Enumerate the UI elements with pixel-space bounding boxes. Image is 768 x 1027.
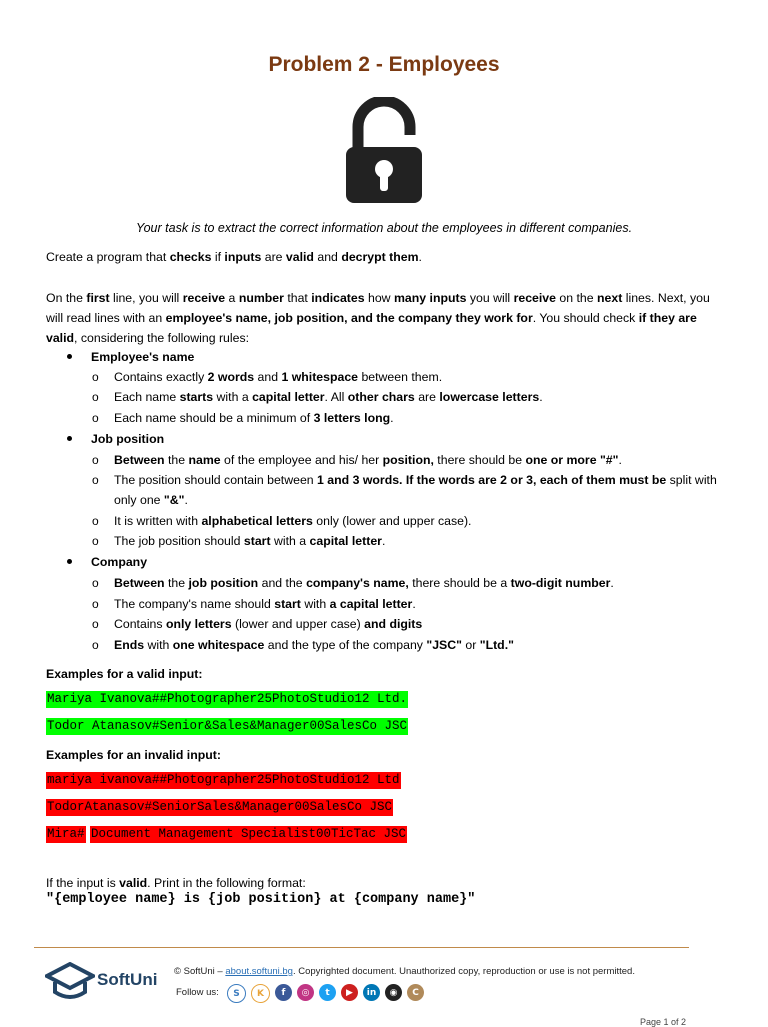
invalid-examples-heading: Examples for an invalid input: [46,748,221,762]
task-description: Your task is to extract the correct information about the employees in different companies. [135,221,633,235]
page-title: Problem 2 - Employees [268,53,500,76]
about-softuni-link[interactable]: about.softuni.bg [225,966,293,977]
invalid-example-3-prefix: Mira# [47,827,85,841]
invalid-example-2: TodorAtanasov#SeniorSales&Manager00SalesCo JSC [47,800,393,814]
rule-heading-name: Employee's name [91,350,195,364]
sub-bullet-marker: o [92,638,99,652]
output-description: If the input is valid. Print in the following format: [46,876,306,890]
softuni-creative-icon[interactable]: C [407,984,424,1001]
sub-bullet-marker: o [92,411,99,425]
valid-example-2: Todor Atanasov#Senior&Sales&Manager00SalesCo JSC [47,719,408,733]
twitter-icon[interactable]: t [319,984,336,1001]
page-number: Page 1 of 2 [640,1017,687,1027]
rule-heading-job: Job position [91,432,165,446]
rule-item: Each name starts with a capital letter. All other chars are lowercase letters. [114,390,543,404]
rule-item: Contains exactly 2 words and 1 whitespace between them. [114,370,443,384]
sub-bullet-marker: o [92,453,99,467]
instagram-icon[interactable]: ◎ [297,984,314,1001]
linkedin-icon[interactable]: in [363,984,380,1001]
rule-item: Each name should be a minimum of 3 letters long. [114,411,394,425]
bullet-dot [67,436,72,441]
github-icon[interactable]: ◉ [385,984,402,1001]
rule-heading-company: Company [91,555,148,569]
rule-item: Ends with one whitespace and the type of the company "JSC" or "Ltd." [114,638,514,652]
sub-bullet-marker: o [92,370,99,384]
unlocked-padlock-icon [344,97,424,205]
follow-us-label: Follow us: [176,987,219,998]
brand-name: SoftUni [97,970,158,989]
sub-bullet-marker: o [92,473,99,487]
softuni-logo-icon [45,962,95,1002]
copyright-notice: © SoftUni – about.softuni.bg. Copyrighted document. Unauthorized copy, reproduction or use is not permitted. [174,966,635,977]
rule-item: The position should contain between 1 and 3 words. If the words are 2 or 3, each of them must be split with only one "&". [114,473,717,507]
youtube-icon[interactable]: ▶ [341,984,358,1001]
social-links [227,984,424,1003]
sub-bullet-marker: o [92,390,99,404]
intro-paragraph: Create a program that checks if inputs are valid and decrypt them. [46,250,422,264]
sub-bullet-marker: o [92,576,99,590]
rule-item: The company's name should start with a capital letter. [114,597,416,611]
valid-example-1: Mariya Ivanova##Photographer25PhotoStudio12 Ltd. [47,692,408,706]
facebook-icon[interactable]: f [275,984,292,1001]
rule-item: Contains only letters (lower and upper case) and digits [114,617,423,631]
bullet-dot [67,354,72,359]
output-format: "{employee name} is {job position} at {company name}" [46,892,476,907]
invalid-example-3-rest: Document Management Specialist00TicTac JSC [91,827,407,841]
rule-item: Between the job position and the company's name, there should be a two-digit number. [114,576,614,590]
sub-bullet-marker: o [92,597,99,611]
softuni-icon[interactable]: S [227,984,246,1003]
valid-examples-heading: Examples for a valid input: [46,667,203,681]
rule-item: It is written with alphabetical letters only (lower and upper case). [114,514,472,528]
bullet-dot [67,559,72,564]
rule-item: Between the name of the employee and his/ her position, there should be one or more "#". [114,453,622,467]
softuni-kids-icon[interactable]: K [251,984,270,1003]
input-description-paragraph: On the first line, you will receive a number that indicates how many inputs you will receive on the next lines. Next, you will read lines with an employee's name, job position, and the company they work for. You should check if they are valid, considering the following rules: [46,291,710,345]
invalid-example-1: mariya ivanova##Photographer25PhotoStudio12 Ltd [47,773,400,787]
sub-bullet-marker: o [92,534,99,548]
footer-divider [34,947,689,948]
rule-item: The job position should start with a capital letter. [114,534,386,548]
sub-bullet-marker: o [92,617,99,631]
sub-bullet-marker: o [92,514,99,528]
